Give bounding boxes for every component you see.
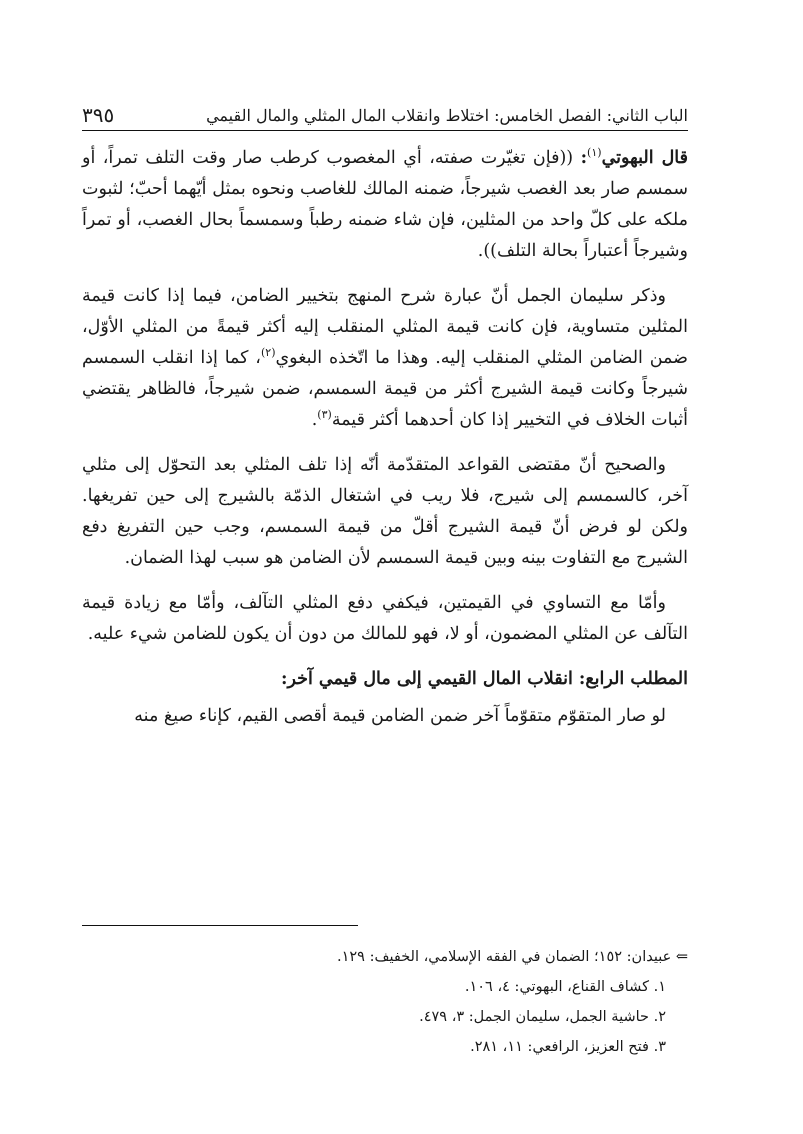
paragraph-2-end: .	[311, 410, 318, 430]
paragraph-2-text-a: وذكر سليمان الجمل أنّ عبارة شرح المنهج بتخيير الضامن، فيما إذا كانت قيمة المثلين متساوية، فإن كانت قيمة المثلي المنقلب إليه أكثر قيمةً من المثلي الأوّل، ضمن الضامن المثلي المنقلب إليه. وهذا ما اتّخذه البغوي	[82, 286, 688, 368]
footnote-1: ١. كشاف القناع، البهوتي: ٤، ١٠٦.	[464, 979, 666, 995]
footnote-ref-1[interactable]: (١)	[587, 146, 602, 160]
footnote-2: ٢. حاشية الجمل، سليمان الجمل: ٣، ٤٧٩.	[419, 1009, 666, 1025]
paragraph-2-text-b: ، كما إذا انقلب السمسم شيرجاً وكانت قيمة الشيرج أكثر من قيمة السمسم، ضمن شيرجاً، فالظاهر يقتضي أثبات الخلاف في التخيير إذا كان أحدهما أكثر قيمة	[82, 348, 689, 430]
footnotes	[82, 942, 688, 1062]
header-divider	[82, 130, 688, 131]
footnote-ref-3[interactable]: (٣)	[317, 408, 332, 422]
footnote-3: ٣. فتح العزيز، الرافعي: ١١، ٢٨١.	[470, 1039, 666, 1055]
paragraph-5: لو صار المتقوّم متقوّماً آخر ضمن الضامن قيمة أقصى القيم، كإناء صيغ منه	[134, 706, 666, 726]
lead-colon: :	[580, 148, 588, 168]
section-heading: المطلب الرابع: انقلاب المال القيمي إلى مال قيمي آخر:	[281, 669, 688, 689]
running-header	[82, 92, 688, 126]
footnote-continued: ⇐ عبيدان: ١٥٢؛ الضمان في الفقه الإسلامي، الخفيف: ١٢٩.	[337, 949, 688, 965]
footnote-ref-2[interactable]: (٢)	[260, 346, 276, 360]
paragraph-1-text: ((فإن تغيّرت صفته، أي المغصوب كرطب صار وقت التلف تمراً، أو سمسم صار بعد الغصب شيرجاً، ضمنه المالك للغاصب ونحوه بمثل أيّهما أحبّ؛ لثبوت ملكه على كلّ واحد من المثلين، فإن شاء ضمنه رطباً وسمسماً بحال الغصب، أو تمراً وشيرجاً أعتباراً بحالة التلف)).	[82, 148, 688, 261]
quote-author: قال البهوتي	[601, 148, 688, 168]
page-number: ٣٩٥	[82, 103, 115, 127]
footnote-divider	[82, 925, 358, 926]
chapter-title: الباب الثاني: الفصل الخامس: اختلاط وانقلاب المال المثلي والمال القيمي	[206, 106, 688, 125]
paragraph-1	[82, 143, 688, 267]
paragraph-2	[82, 281, 688, 436]
paragraph-3: والصحيح أنّ مقتضى القواعد المتقدّمة أنّه إذا تلف المثلي بعد التحوّل إلى مثلي آخر، كالسمسم إلى شيرج، فلا ريب في اشتغال الذمّة بالشيرج إلى حين تفريغها. ولكن لو فرض أنّ قيمة الشيرج أقلّ من قيمة السمسم، وجب حين التفريغ دفع الشيرج مع التفاوت بينه وبين قيمة السمسم لأن الضامن هو سبب لهذا الضمان.	[82, 455, 688, 568]
main-text	[82, 143, 688, 746]
paragraph-4: وأمّا مع التساوي في القيمتين، فيكفي دفع المثلي التآلف، وأمّا مع زيادة قيمة التآلف عن المثلي المضمون، أو لا، فهو للمالك من دون أن يكون للضامن شيء عليه.	[82, 593, 688, 644]
